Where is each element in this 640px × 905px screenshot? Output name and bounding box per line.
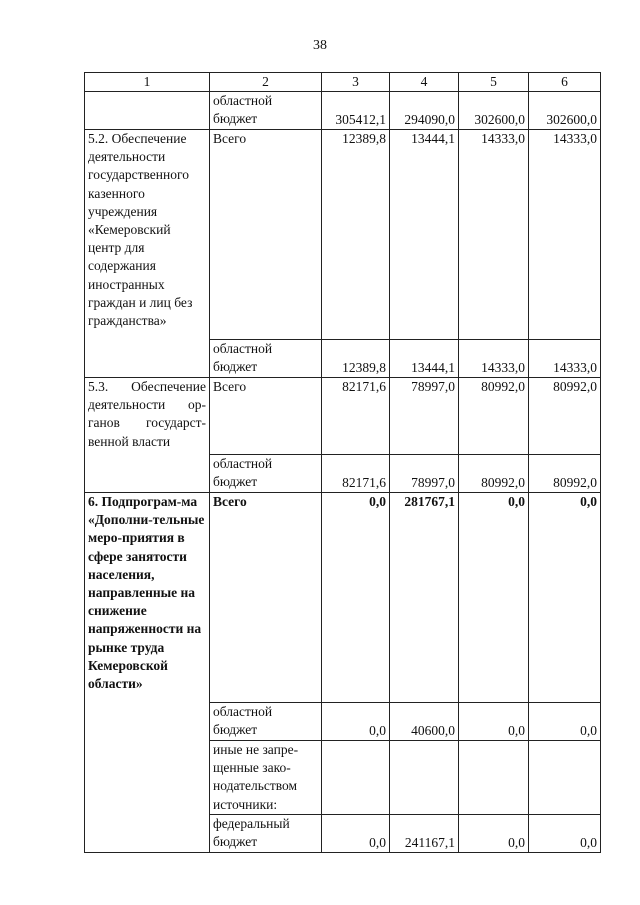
value-cell: 82171,6 [322,378,390,455]
value-cell: 80992,0 [459,455,529,493]
program-name-cell: 6. Подпрограм-ма «Дополни-тельные меро-приятия в сфере занятости населения, направленные на снижение напряженности на рынке труда Кемеровской области» [85,493,210,853]
column-header: 2 [210,73,322,92]
value-cell [529,741,601,815]
value-cell: 14333,0 [529,130,601,340]
budget-table [84,72,601,853]
funding-source-cell: Всего [210,130,322,340]
value-cell: 78997,0 [390,378,459,455]
value-cell: 0,0 [322,703,390,741]
column-header: 3 [322,73,390,92]
value-cell [459,741,529,815]
column-header: 1 [85,73,210,92]
program-name-cell: 5.3. Обеспечение деятельности ор-ганов государст-венной власти [85,378,210,493]
column-header: 6 [529,73,601,92]
value-cell: 0,0 [459,703,529,741]
value-cell: 305412,1 [322,92,390,130]
table-header-row [85,73,601,92]
value-cell: 0,0 [322,493,390,703]
page-number: 38 [313,38,327,53]
value-cell: 14333,0 [529,340,601,378]
funding-source-cell: федеральный бюджет [210,814,322,852]
funding-source-cell: областной бюджет [210,703,322,741]
table-row [85,493,601,703]
funding-source-cell: Всего [210,493,322,703]
value-cell: 80992,0 [529,455,601,493]
funding-source-cell: областной бюджет [210,340,322,378]
table-row [85,130,601,340]
value-cell: 0,0 [529,703,601,741]
value-cell: 0,0 [459,814,529,852]
funding-source-cell: Всего [210,378,322,455]
funding-source-cell: областной бюджет [210,455,322,493]
value-cell: 40600,0 [390,703,459,741]
value-cell: 0,0 [529,814,601,852]
value-cell: 0,0 [322,814,390,852]
value-cell: 78997,0 [390,455,459,493]
value-cell: 294090,0 [390,92,459,130]
value-cell: 302600,0 [459,92,529,130]
value-cell: 80992,0 [459,378,529,455]
table-row [85,378,601,455]
value-cell [390,741,459,815]
table-row [85,92,601,130]
value-cell: 14333,0 [459,340,529,378]
value-cell: 80992,0 [529,378,601,455]
column-header: 5 [459,73,529,92]
funding-source-cell: областной бюджет [210,92,322,130]
value-cell: 281767,1 [390,493,459,703]
value-cell: 0,0 [459,493,529,703]
value-cell: 12389,8 [322,340,390,378]
value-cell: 12389,8 [322,130,390,340]
funding-source-cell: иные не запре-щенные зако-нодательством источники: [210,741,322,815]
program-name-cell: 5.2. Обеспечение деятельности государственного казенного учреждения «Кемеровский центр для содержания иностранных граждан и лиц без гражданства» [85,130,210,378]
program-name-cell [85,92,210,130]
value-cell [322,741,390,815]
column-header: 4 [390,73,459,92]
value-cell: 0,0 [529,493,601,703]
value-cell: 302600,0 [529,92,601,130]
value-cell: 241167,1 [390,814,459,852]
value-cell: 13444,1 [390,340,459,378]
value-cell: 13444,1 [390,130,459,340]
value-cell: 14333,0 [459,130,529,340]
value-cell: 82171,6 [322,455,390,493]
